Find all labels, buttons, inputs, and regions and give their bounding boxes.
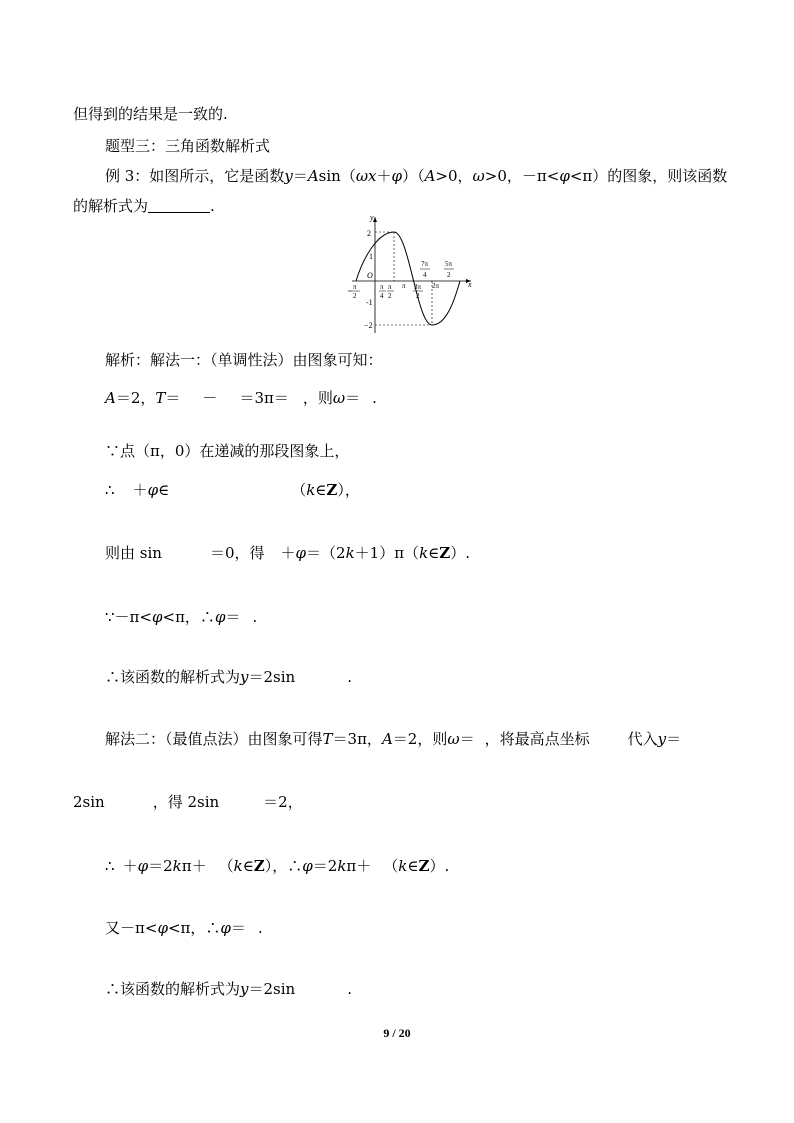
svg-text:π: π (353, 283, 357, 291)
tick-neg-pi-over-2 (348, 283, 360, 300)
solution-result-2: ∴该函数的解析式为y＝2sin . (105, 980, 352, 998)
svg-text:π: π (380, 283, 384, 291)
tick-7pi-over-4 (420, 260, 430, 279)
y-tick-1: 1 (369, 252, 373, 261)
tick-pi-over-4 (379, 283, 386, 300)
svg-text:3π: 3π (414, 283, 422, 291)
example-question: 的解析式为 . (73, 197, 215, 215)
origin-label: O (367, 271, 373, 280)
method-two-phi: 又－π<φ<π，∴φ＝ . (105, 919, 263, 937)
method-two-substitute: 2sin ，得 2sin ＝2， (73, 793, 303, 811)
sine-graph (340, 210, 480, 335)
solution-step-solve: 则由 sin ＝0，得 ＋φ＝（2k＋1）π（k∈Z）. (105, 544, 470, 562)
solution-intro: 解析：解法一：（单调性法）由图象可知： (105, 351, 383, 369)
y-tick-neg2: −2 (364, 321, 373, 330)
svg-text:2: 2 (353, 292, 357, 300)
x-axis-label: x (468, 280, 472, 289)
y-tick-2: 2 (367, 229, 371, 238)
solution-step-phi: ∵－π<φ<π，∴φ＝ . (105, 608, 258, 626)
svg-text:4: 4 (423, 271, 427, 279)
answer-blank (148, 198, 210, 213)
y-axis-label: y (370, 213, 374, 222)
y-axis-arrow (373, 217, 377, 222)
svg-text:2: 2 (388, 292, 392, 300)
method-two: 解法二：（最值点法）由图象可得T＝3π，A＝2，则ω＝ ，将最高点坐标 代入y＝ (105, 730, 682, 748)
solution-step-point: ∵点（π，0）在递减的那段图象上， (105, 442, 350, 460)
svg-text:π: π (388, 283, 392, 291)
solution-step-A-T: A＝2，T＝ － ＝3π＝ ，则ω＝ . (105, 389, 377, 407)
svg-text:2: 2 (447, 271, 451, 279)
y-tick-neg1: -1 (366, 298, 373, 307)
tick-pi-over-2 (387, 283, 394, 300)
solution-result-1: ∴该函数的解析式为y＝2sin . (105, 668, 352, 686)
solution-step-interval: ∴ ＋φ∈ （k∈Z）， (105, 481, 360, 499)
page-number: 9 / 20 (383, 1026, 411, 1040)
svg-text:7π: 7π (421, 260, 429, 268)
example-statement: 例 3：如图所示，它是函数y＝Asin（ωx＋φ）（A>0，ω>0，－π<φ<π）的图象，则该函数 (105, 167, 728, 185)
tick-pi: π (402, 282, 406, 290)
tick-5pi-over-2 (444, 260, 454, 279)
svg-text:2: 2 (416, 292, 420, 300)
svg-text:4: 4 (380, 292, 384, 300)
method-two-phi-general: ∴ ＋φ＝2kπ＋ （k∈Z），∴φ＝2kπ＋ （k∈Z）. (105, 857, 450, 875)
text-line: 但得到的结果是一致的. (73, 105, 228, 123)
section-heading: 题型三：三角函数解析式 (105, 137, 271, 155)
tick-2pi: 2π (432, 282, 440, 290)
svg-text:5π: 5π (445, 260, 453, 268)
tick-3pi-over-2 (413, 283, 423, 300)
